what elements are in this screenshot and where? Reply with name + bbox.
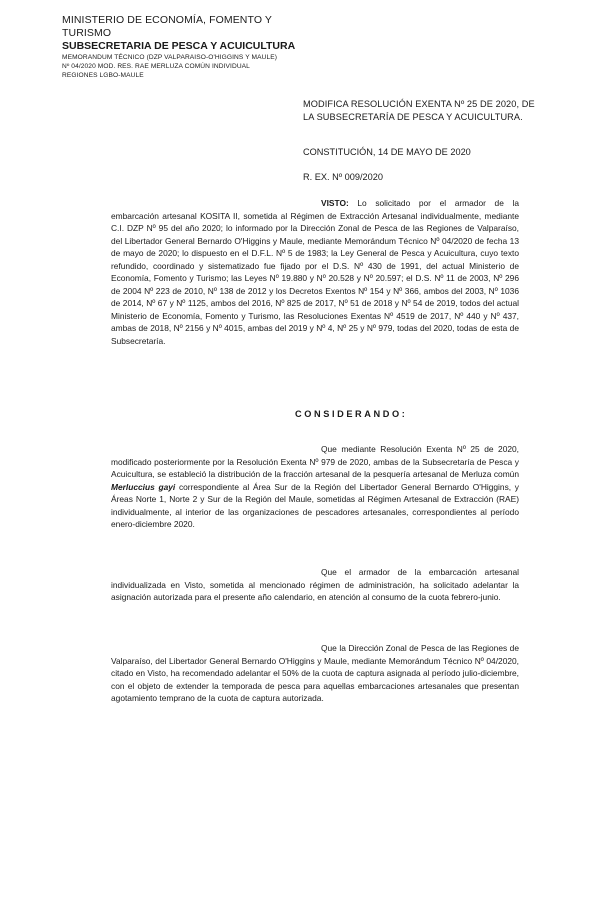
- memo-number: Nº 04/2020 MOD. RES. RAE MERLUZA COMÚN INDIVIDUAL: [62, 63, 250, 70]
- visto-heading: VISTO:: [321, 198, 349, 208]
- subsecretaria-name: SUBSECRETARIA DE PESCA Y ACUICULTURA: [62, 40, 296, 52]
- memo-reference: MEMORANDUM TÉCNICO (DZP VALPARAISO-O'HIGGINS Y MAULE): [62, 54, 278, 61]
- considerando-heading: CONSIDERANDO:: [295, 409, 408, 419]
- consideration-1-text-a: Que mediante Resolución Exenta Nº 25 de 2020, modificado posteriormente por la Resolución Exenta Nº 979 de 2020, ambas de la Subsecretaría de Pesca y Acuicultura, se estableció la distribución de la fracción artesanal de la pesquería artesanal de Merluza común: [111, 444, 519, 480]
- resolution-number: R. EX. Nº 009/2020: [303, 172, 383, 182]
- species-name: Merluccius gayi: [111, 481, 176, 492]
- regions-line: REGIONES LGBO-MAULE: [62, 72, 144, 79]
- consideration-paragraph-2: Que el armador de la embarcación artesanal individualizada en Visto, sometida al mencionado régimen de administración, ha solicitado adelantar la asignación autorizada para el presente año calendario, en atención al consumo de la cuota febrero-junio.: [111, 567, 519, 603]
- visto-paragraph: [111, 197, 519, 348]
- consideration-paragraph-1: [111, 443, 519, 531]
- consideration-1-text-b: correspondiente al Área Sur de la Región del Libertador General Bernardo O'Higgins, y Áreas Norte 1, Norte 2 y Sur de la Región del Maule, sometidas al Régimen Artesanal de Extracción (RAE) individualmente, al interior de las organizaciones de pescadores artesanales, correspondientes al período enero-diciembre 2020.: [111, 481, 519, 530]
- visto-text: Lo solicitado por el armador de la embarcación artesanal KOSITA II, sometida al Régimen de Extracción Artesanal individualmente, mediante C.I. DZP Nº 95 del año 2020; lo informado por la Dirección Zonal de Pesca de las Regiones de Valparaíso, del Libertador General Bernardo O'Higgins y Maule, mediante Memorándum Técnico Nº 04/2020 de fecha 13 de mayo de 2020; lo dispuesto en el D.F.L. Nº 5 de 1983; la Ley General de Pesca y Acuicultura, cuyo texto refundido, coordinado y sistematizado fue fijado por el D.S. Nº 430 de 1991, del actual Ministerio de Economía, Fomento y Turismo; las Leyes Nº 19.880 y Nº 20.528 y Nº 20.597; el D.S. Nº 11 de 2003, Nº 296 de 2004 Nº 223 de 2010, Nº 138 de 2012 y los Decretos Exentos Nº 154 y Nº 366, ambos del 2003, Nº 1036 de 2014, Nº 67 y Nº 1125, ambos del 2016, Nº 825 de 2017, Nº 51 de 2018 y Nº 54 de 2019, todos del actual Ministerio de Economía, Fomento y Turismo, las Resoluciones Exentas Nº 4519 de 2017, Nº 440 y Nº 437, ambas de 2018, Nº 2156 y Nº 4015, ambas del 2019 y Nº 4, Nº 25 y Nº 979, todas del 2020, todas de esta de Subsecretaría.: [111, 198, 519, 347]
- ministry-name: MINISTERIO DE ECONOMÍA, FOMENTO Y TURISMO: [62, 14, 272, 39]
- place-and-date: CONSTITUCIÓN, 14 DE MAYO DE 2020: [303, 147, 471, 157]
- letterhead: [62, 14, 322, 80]
- resolution-subject: MODIFICA RESOLUCIÓN EXENTA Nº 25 DE 2020, DE LA SUBSECRETARÍA DE PESCA Y ACUICULTURA.: [303, 99, 535, 122]
- consideration-paragraph-3: Que la Dirección Zonal de Pesca de las Regiones de Valparaíso, del Libertador General Bernardo O'Higgins y Maule, mediante Memorándum Técnico Nº 04/2020, citado en Visto, ha recomendado adelantar el 50% de la cuota de captura asignada al período julio-diciembre, con el objeto de extender la temporada de pesca para aquellas embarcaciones artesanales que presentan agotamiento temprano de la cuota de captura autorizada.: [111, 643, 519, 704]
